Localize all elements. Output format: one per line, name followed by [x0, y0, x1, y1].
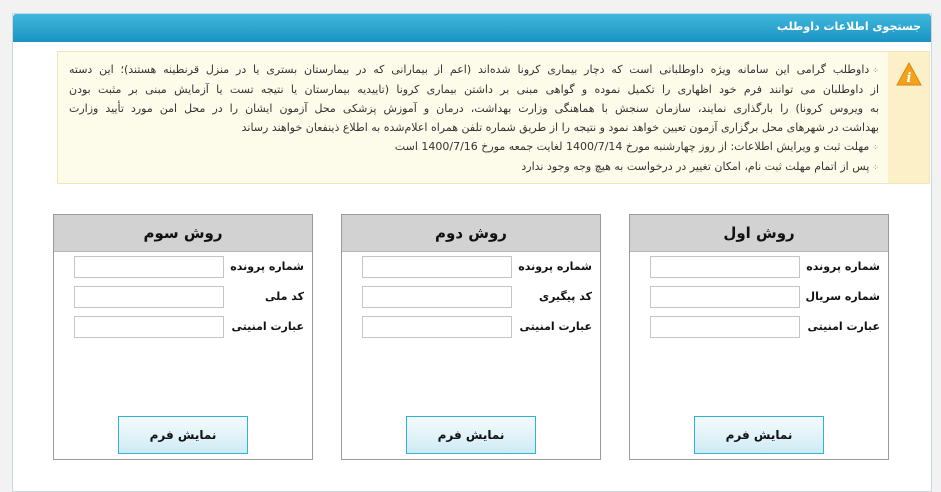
- field-label: کد ملی: [264, 290, 304, 303]
- field-label: عبارت امنیتی: [519, 320, 592, 333]
- panel-title: جستجوی اطلاعات داوطلب: [776, 20, 921, 33]
- bullet-icon: ⁘: [872, 143, 879, 152]
- method-3-show-form-button[interactable]: نمایش فرم: [118, 416, 248, 454]
- method-2-captcha-row: [352, 316, 592, 338]
- notice-line: از داوطلبان می توانند فرم خود اظهاری را تکمیل نموده و گواهی مبنی بر داشتن بیماری کرونا (تاییدیه بیمارستان یا نتیجه تست یا آزمایش مبنی بر مثبت بودن: [69, 83, 879, 96]
- svg-text:i: i: [906, 71, 912, 86]
- method-3-captcha-row: [64, 316, 304, 338]
- method-3-title: روش سوم: [54, 215, 312, 252]
- method-1-file-number-row: [640, 256, 880, 278]
- warning-icon: [896, 62, 922, 86]
- method-3-national-code-input[interactable]: [74, 286, 224, 308]
- method-2-file-number-row: [352, 256, 592, 278]
- notice-line-deadline: ⁘مهلت ثبت و ویرایش اطلاعات: از روز چهارشنبه مورخ 1400/7/14 لغایت جمعه مورخ 1400/7/16 است: [394, 140, 879, 153]
- method-1-title: روش اول: [630, 215, 888, 252]
- field-label: عبارت امنیتی: [807, 320, 880, 333]
- notice-line: بهداشت در شهرهای محل برگزاری آزمون تعیین خواهد نمود و نتیجه را از طریق شماره تلفن همراه اعلام‌شده به اطلاع ذینفعان خواهند رساند: [241, 121, 879, 134]
- notice-text: [69, 60, 879, 177]
- method-1-box: [629, 214, 889, 460]
- method-2-captcha-input[interactable]: [362, 316, 512, 338]
- panel-header: [13, 14, 931, 42]
- method-2-tracking-code-row: [352, 286, 592, 308]
- search-panel: [12, 13, 932, 492]
- method-1-serial-row: [640, 286, 880, 308]
- field-label: عبارت امنیتی: [231, 320, 304, 333]
- field-label: شماره سریال: [805, 290, 880, 303]
- method-2-title: روش دوم: [342, 215, 600, 252]
- method-1-file-number-input[interactable]: [650, 256, 800, 278]
- method-1-serial-input[interactable]: [650, 286, 800, 308]
- field-label: شماره پرونده: [230, 260, 304, 273]
- method-2-show-form-button[interactable]: نمایش فرم: [406, 416, 536, 454]
- method-1-captcha-input[interactable]: [650, 316, 800, 338]
- method-3-file-number-input[interactable]: [74, 256, 224, 278]
- method-2-box: [341, 214, 601, 460]
- field-label: شماره پرونده: [518, 260, 592, 273]
- method-3-national-code-row: [64, 286, 304, 308]
- method-2-tracking-code-input[interactable]: [362, 286, 512, 308]
- method-1-show-form-button[interactable]: نمایش فرم: [694, 416, 824, 454]
- notice-line: به ویروس کرونا) را بارگذاری نمایند، سازمان سنجش با هماهنگی وزارت بهداشت، درمان و آموزش پزشکی محل آزمون ایشان را در محل امن مورد تأیید وزارت: [69, 102, 879, 115]
- method-1-captcha-row: [640, 316, 880, 338]
- field-label: کد پیگیری: [538, 290, 592, 303]
- method-3-file-number-row: [64, 256, 304, 278]
- notice-box: [57, 51, 930, 184]
- notice-line: ⁘داوطلب گرامی این سامانه ویژه داوطلبانی است که دچار بیماری کرونا شده‌اند (اعم از بیمارانی که در بیمارستان بستری یا در منزل قرنطینه هستند)؛ این دسته: [69, 63, 879, 76]
- notice-line-no-change: ⁘پس از اتمام مهلت ثبت نام، امکان تغییر در درخواست به هیچ وجه وجود ندارد: [521, 160, 879, 173]
- field-label: شماره پرونده: [806, 260, 880, 273]
- bullet-icon: ⁘: [872, 66, 879, 75]
- method-3-box: [53, 214, 313, 460]
- notice-icon-area: [888, 52, 929, 183]
- method-2-file-number-input[interactable]: [362, 256, 512, 278]
- bullet-icon: ⁘: [872, 163, 879, 172]
- method-3-captcha-input[interactable]: [74, 316, 224, 338]
